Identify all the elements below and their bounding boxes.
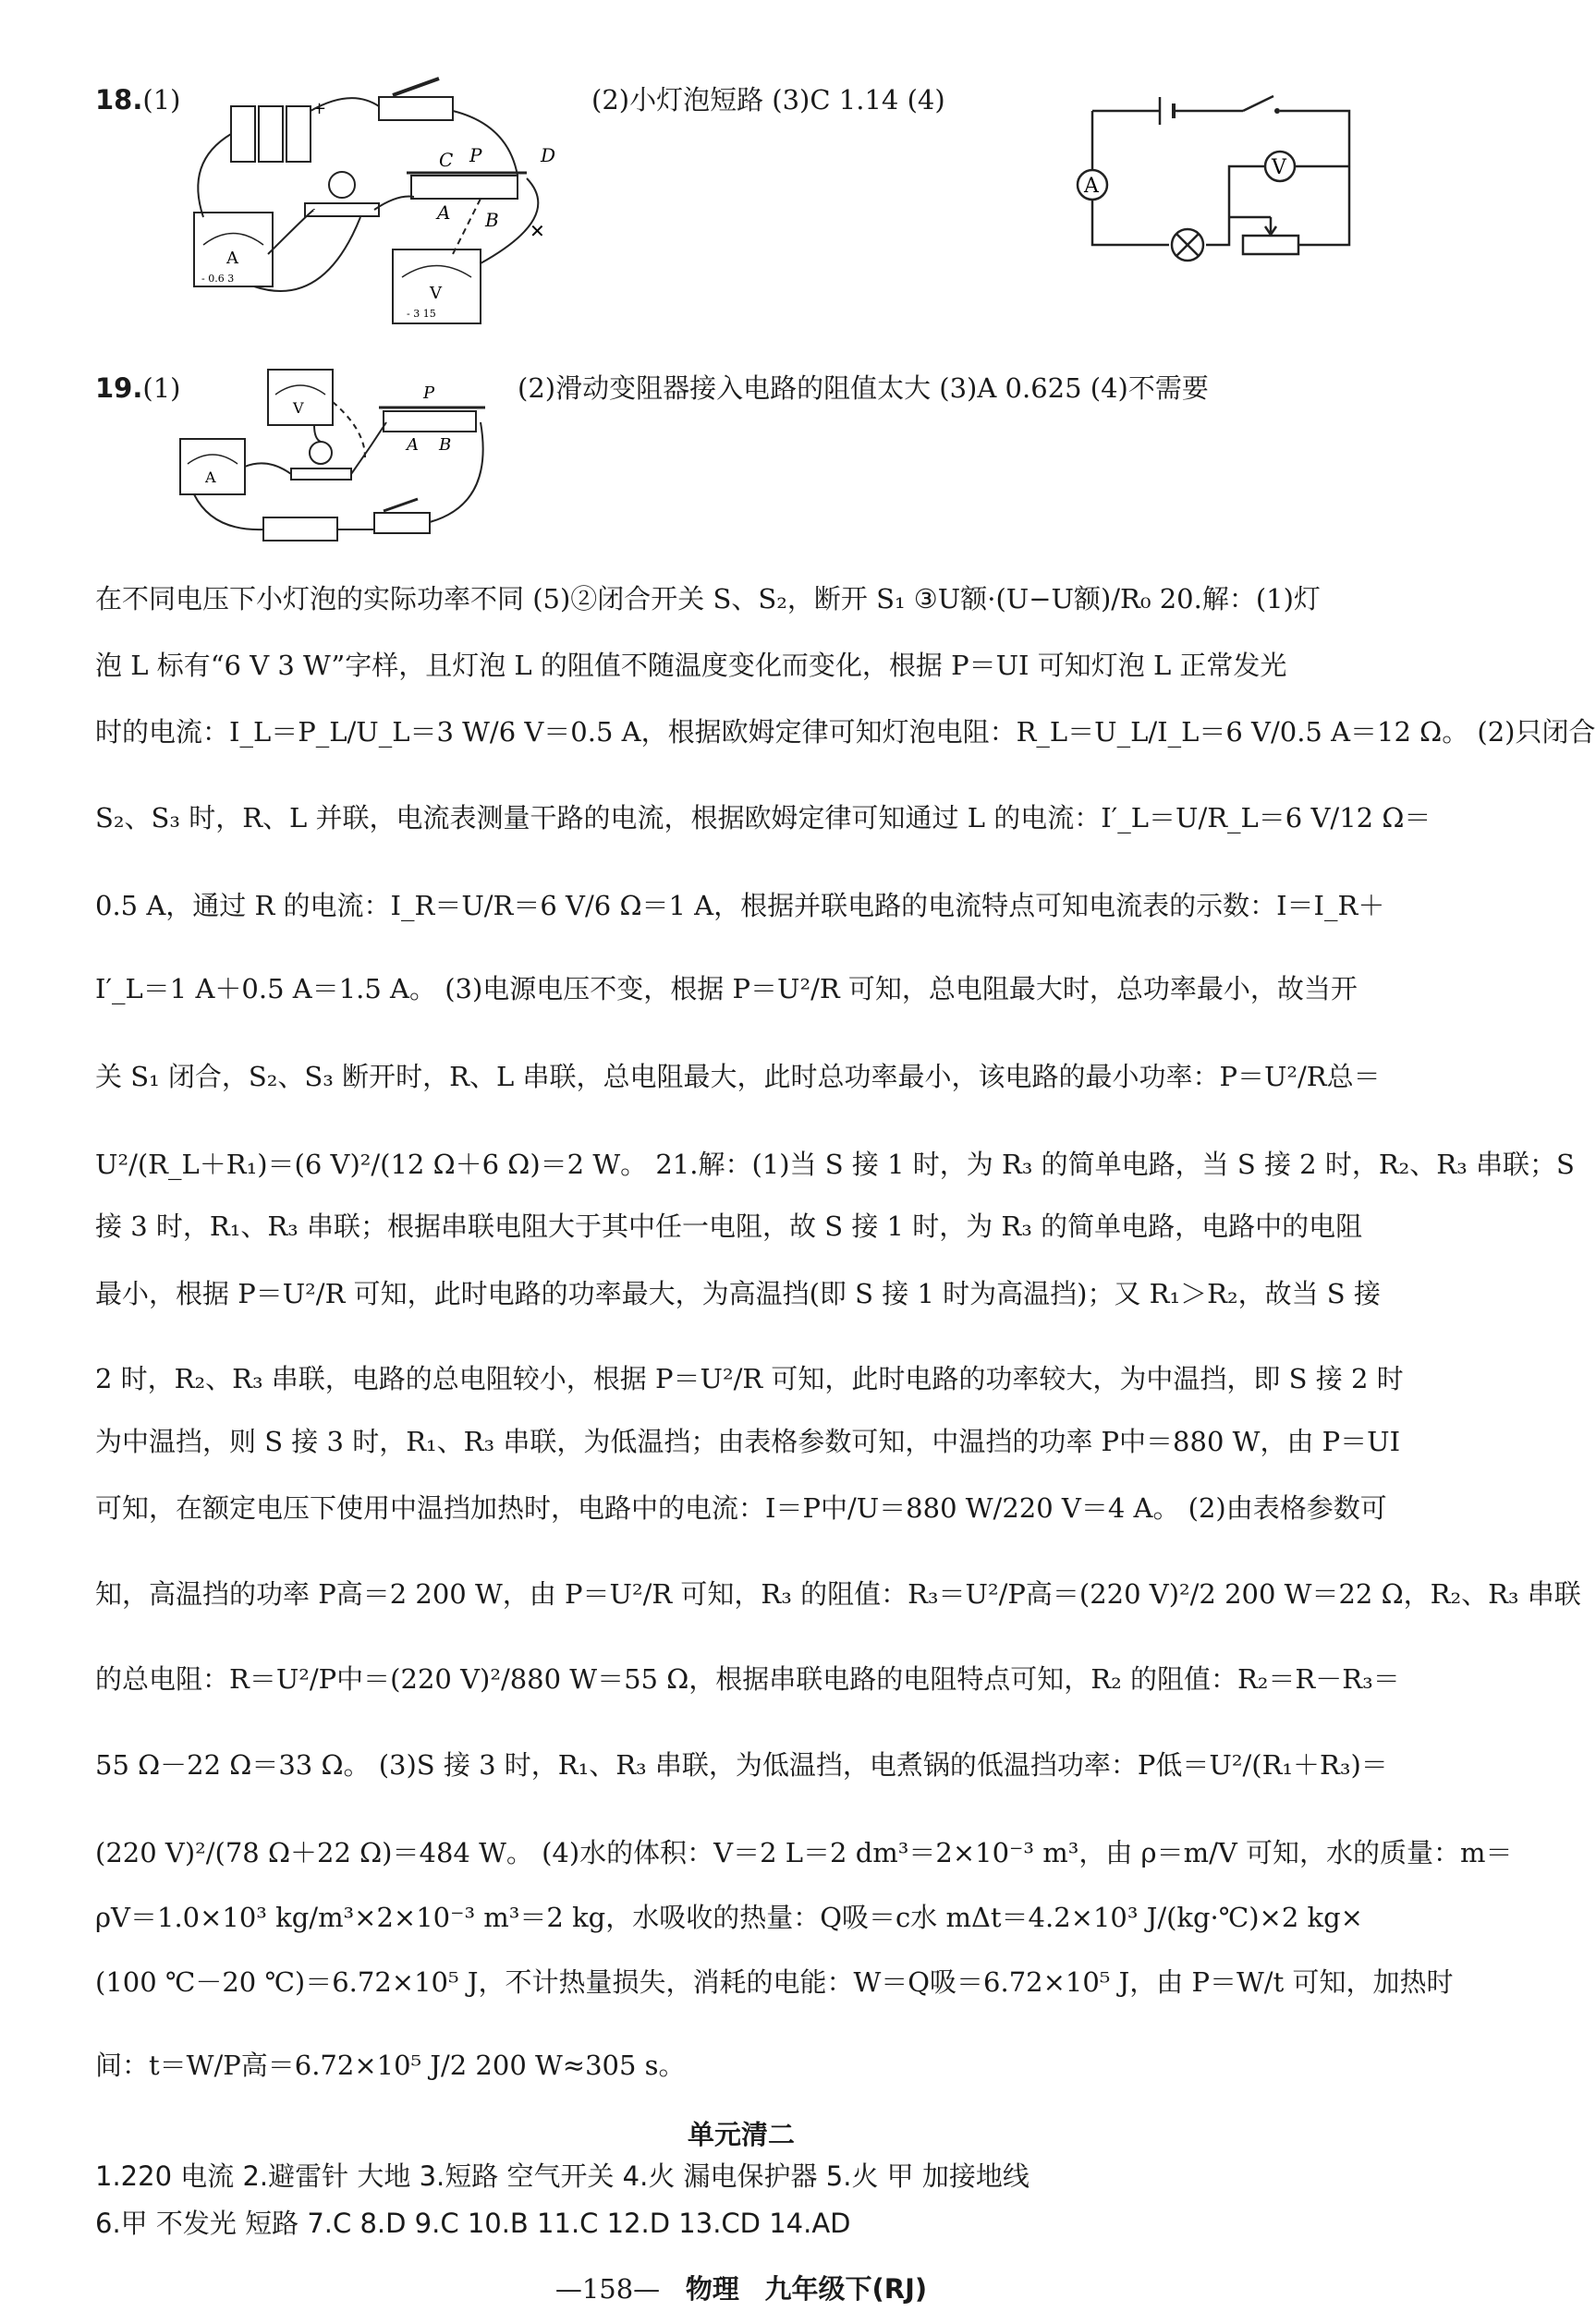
q19-label-p: P <box>423 383 435 403</box>
q18-ammeter-letter: A <box>226 249 238 268</box>
q18-voltmeter-scale: - 3 15 <box>407 308 436 320</box>
text-line-3: 时的电流：I_L＝P_L/U_L＝3 W/6 V＝0.5 A，根据欧姆定律可知灯泡电阻：R_L＝U_L/I_L＝6 V/0.5 A＝12 Ω。 (2)只闭合 <box>95 716 1596 748</box>
svg-text:+: + <box>312 99 327 118</box>
text-line-15: 的总电阻：R＝U²/P中＝(220 V)²/880 W＝55 Ω，根据串联电路的电阻特点可知，R₂ 的阻值：R₂＝R－R₃＝ <box>95 1663 1400 1695</box>
text-line-5: 0.5 A，通过 R 的电流：I_R＝U/R＝6 V/6 Ω＝1 A，根据并联电路的电流特点可知电流表的示数：I＝I_R＋ <box>95 890 1385 921</box>
q18-heading <box>95 81 180 118</box>
q18-label-b: B <box>485 209 499 231</box>
q18-wiring-figure <box>176 69 573 328</box>
page-footer <box>0 2269 1482 2306</box>
svg-text:✕: ✕ <box>530 220 545 242</box>
q18-label-d: D <box>541 144 556 166</box>
section-title: 单元清二 <box>687 2119 795 2150</box>
q18-label-a: A <box>437 201 451 224</box>
text-line-6: I′_L＝1 A＋0.5 A＝1.5 A。 (3)电源电压不变，根据 P＝U²/R 可知，总电阻最大时，总功率最小，故当开 <box>95 973 1358 1004</box>
text-line-13: 可知，在额定电压下使用中温挡加热时，电路中的电流：I＝P中/U＝880 W/220 V＝4 A。 (2)由表格参数可 <box>95 1492 1387 1524</box>
q18-label-p: P <box>469 144 482 166</box>
q18-circuit-ammeter: A <box>1084 175 1099 198</box>
text-line-14: 知，高温挡的功率 P高＝2 200 W，由 P＝U²/R 可知，R₃ 的阻值：R₃＝U²/P高＝(220 V)²/2 200 W＝22 Ω，R₂、R₃ 串联 <box>95 1578 1581 1610</box>
footer-grade: 九年级下(RJ) <box>764 2273 928 2305</box>
text-line-9: 接 3 时，R₁、R₃ 串联；根据串联电阻大于其中任一电阻，故 S 接 1 时，为 R₃ 的简单电路，电路中的电阻 <box>95 1211 1363 1242</box>
q18-part1: (1) <box>142 84 181 116</box>
text-line-20: 间：t＝W/P高＝6.72×10⁵ J/2 200 W≈305 s。 <box>95 2050 686 2081</box>
q19-part1: (1) <box>142 372 181 404</box>
text-line-2: 泡 L 标有“6 V 3 W”字样，且灯泡 L 的阻值不随温度变化而变化，根据 P＝UI 可知灯泡 L 正常发光 <box>95 650 1287 681</box>
answers-line-2: 6.甲 不发光 短路 7.C 8.D 9.C 10.B 11.C 12.D 13.CD 14.AD <box>95 2208 851 2239</box>
q19-answers: (2)滑动变阻器接入电路的阻值太大 (3)A 0.625 (4)不需要 <box>518 372 1209 404</box>
q18-label-c: C <box>439 149 454 171</box>
text-line-18: ρV＝1.0×10³ kg/m³×2×10⁻³ m³＝2 kg，水吸收的热量：Q吸＝c水 mΔt＝4.2×10³ J/(kg·℃)×2 kg× <box>95 1902 1363 1933</box>
q19-label-a: A <box>407 435 419 455</box>
q19-wiring-figure <box>176 365 508 545</box>
text-line-19: (100 ℃－20 ℃)＝6.72×10⁵ J，不计热量损失，消耗的电能：W＝Q吸＝6.72×10⁵ J，由 P＝W/t 可知，加热时 <box>95 1966 1454 1998</box>
text-line-16: 55 Ω－22 Ω＝33 Ω。 (3)S 接 3 时，R₁、R₃ 串联，为低温挡，电煮锅的低温挡功率：P低＝U²/(R₁＋R₃)＝ <box>95 1749 1388 1781</box>
text-line-7: 关 S₁ 闭合，S₂、S₃ 断开时，R、L 串联，总电阻最大，此时总功率最小，该电路的最小功率：P＝U²/R总＝ <box>95 1061 1381 1092</box>
text-line-12: 为中温挡，则 S 接 3 时，R₁、R₃ 串联，为低温挡；由表格参数可知，中温挡的功率 P中＝880 W，由 P＝UI <box>95 1426 1401 1457</box>
q19-heading <box>95 370 180 407</box>
page-number: —158— <box>554 2273 661 2305</box>
q18-circuit-voltmeter: V <box>1272 156 1286 179</box>
q19-voltmeter-letter: V <box>293 399 304 417</box>
text-line-1: 在不同电压下小灯泡的实际功率不同 (5)②闭合开关 S、S₂，断开 S₁ ③U额·(U−U额)/R₀ 20.解：(1)灯 <box>95 583 1321 614</box>
q18-answers: (2)小灯泡短路 (3)C 1.14 (4) <box>591 84 945 116</box>
text-line-17: (220 V)²/(78 Ω＋22 Ω)＝484 W。 (4)水的体积：V＝2 L＝2 dm³＝2×10⁻³ m³，由 ρ＝m/V 可知，水的质量：m＝ <box>95 1837 1513 1868</box>
text-line-8: U²/(R_L＋R₁)＝(6 V)²/(12 Ω＋6 Ω)＝2 W。 21.解：(1)当 S 接 1 时，为 R₃ 的简单电路，当 S 接 2 时，R₂、R₃ 串联；S <box>95 1149 1575 1180</box>
text-line-4: S₂、S₃ 时，R、L 并联，电流表测量干路的电流，根据欧姆定律可知通过 L 的电流：I′_L＝U/R_L＝6 V/12 Ω＝ <box>95 802 1432 833</box>
text-line-10: 最小，根据 P＝U²/R 可知，此时电路的功率最大，为高温挡(即 S 接 1 时为高温挡)；又 R₁＞R₂，故当 S 接 <box>95 1278 1381 1309</box>
q19-label-b: B <box>439 435 452 455</box>
text-line-11: 2 时，R₂、R₃ 串联，电路的总电阻较小，根据 P＝U²/R 可知，此时电路的功率较大，为中温挡，即 S 接 2 时 <box>95 1363 1404 1394</box>
q18-voltmeter-letter: V <box>430 284 442 303</box>
footer-subject: 物理 <box>685 2273 739 2305</box>
q18-ammeter-scale: - 0.6 3 <box>201 273 235 285</box>
q19-number: 19. <box>95 372 143 404</box>
q18-circuit-diagram <box>1072 83 1391 254</box>
q18-number: 18. <box>95 84 143 116</box>
answers-line-1: 1.220 电流 2.避雷针 大地 3.短路 空气开关 4.火 漏电保护器 5.火 甲 加接地线 <box>95 2160 1029 2192</box>
q19-ammeter-letter: A <box>205 468 216 486</box>
